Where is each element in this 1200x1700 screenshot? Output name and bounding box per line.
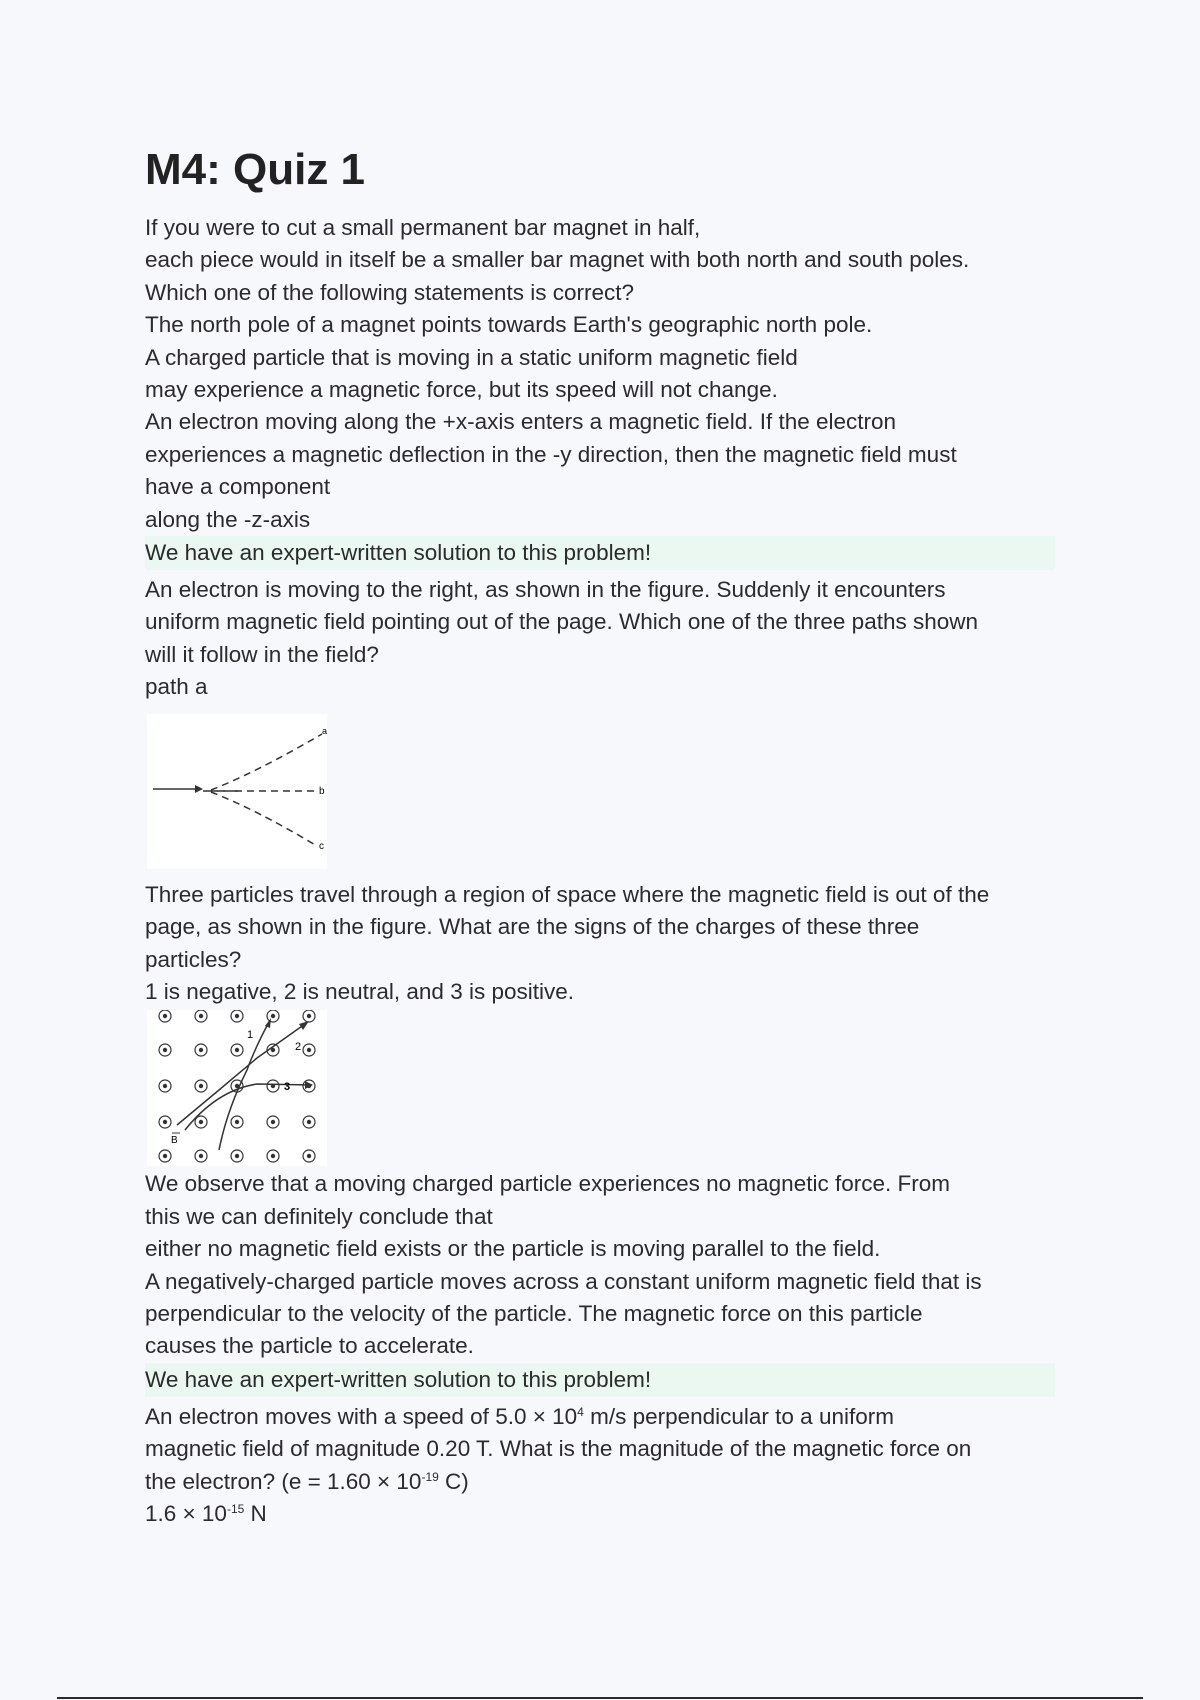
path-a-line <box>211 734 322 790</box>
text-span: 1.6 × 10 <box>145 1500 227 1526</box>
field-dot-center <box>199 1085 202 1088</box>
answer-line <box>145 1498 1060 1530</box>
field-dot-center <box>235 1121 238 1124</box>
field-dot-center <box>235 1049 238 1052</box>
text-line: Three particles travel through a region of space where the magnetic field is out of the <box>145 881 990 907</box>
expert-solution-banner[interactable]: We have an expert-written solution to this problem! <box>145 536 1055 570</box>
track-2-arrow-icon <box>299 1021 309 1030</box>
field-dot-center <box>163 1121 166 1124</box>
field-dot-center <box>307 1155 310 1158</box>
text-line: each piece would in itself be a smaller bar magnet with both north and south poles. <box>145 247 970 273</box>
path-a-label: a <box>322 725 327 736</box>
text-line: An electron is moving to the right, as shown in the figure. Suddenly it encounters <box>145 577 946 603</box>
text-line: along the -z-axis <box>145 506 311 532</box>
text-line: this we can definitely conclude that <box>145 1203 493 1229</box>
question-block-5 <box>145 1401 1060 1531</box>
exponent: 4 <box>577 1404 584 1419</box>
text-line: path a <box>145 674 208 700</box>
text-span: N <box>244 1500 267 1526</box>
field-dot-center <box>199 1015 202 1018</box>
path-c-label: c <box>319 840 324 852</box>
field-dot-center <box>307 1121 310 1124</box>
field-dot-center <box>271 1155 274 1158</box>
text-line: An electron moving along the +x-axis enters a magnetic field. If the electron <box>145 409 897 435</box>
field-dot-center <box>235 1085 238 1088</box>
field-dot-center <box>163 1155 166 1158</box>
text-line: We observe that a moving charged particle experiences no magnetic force. From <box>145 1171 950 1197</box>
field-dot-center <box>163 1015 166 1018</box>
field-dot-center <box>199 1121 202 1124</box>
path-b-label: b <box>319 785 325 797</box>
question-block-4 <box>145 1168 1060 1362</box>
text-span: m/s perpendicular to a uniform <box>583 1403 894 1429</box>
track-2-label: 2 <box>295 1041 302 1054</box>
exponent: -19 <box>421 1469 439 1484</box>
path-c-line <box>211 792 317 846</box>
text-span: the electron? (e = 1.60 × 10 <box>145 1468 422 1494</box>
field-dot-center <box>271 1049 274 1052</box>
text-line: perpendicular to the velocity of the particle. The magnetic force on this particle <box>145 1300 923 1326</box>
question-block-1 <box>145 212 1060 536</box>
text-line <box>145 1466 1060 1498</box>
text-line: The north pole of a magnet points towards Earth's geographic north pole. <box>145 312 873 338</box>
text-line: uniform magnetic field pointing out of the page. Which one of the three paths shown <box>145 609 979 635</box>
text-line: have a component <box>145 474 331 500</box>
track-1-label: 1 <box>247 1029 254 1042</box>
text-span: An electron moves with a speed of 5.0 × 10 <box>145 1403 578 1429</box>
text-line: experiences a magnetic deflection in the -y direction, then the magnetic field must <box>145 441 957 467</box>
question-block-2 <box>145 574 1060 704</box>
text-line: If you were to cut a small permanent bar magnet in half, <box>145 215 701 240</box>
text-line: will it follow in the field? <box>145 641 379 667</box>
field-dot-center <box>271 1015 274 1018</box>
field-dot-center <box>199 1049 202 1052</box>
text-line: 1 is negative, 2 is neutral, and 3 is positive. <box>145 978 574 1004</box>
track-2-line <box>177 1024 305 1125</box>
field-label: B <box>171 1135 178 1147</box>
document-body <box>145 140 1060 1530</box>
field-dot-center <box>163 1049 166 1052</box>
page-title: M4: Quiz 1 <box>145 145 366 194</box>
text-line: may experience a magnetic force, but its speed will not change. <box>145 377 778 403</box>
track-3-label: 3 <box>284 1081 291 1094</box>
field-dot-center <box>235 1155 238 1158</box>
field-dot-center <box>307 1049 310 1052</box>
text-line <box>145 1401 1060 1433</box>
electron-paths-figure <box>147 714 327 869</box>
text-line: particles? <box>145 946 242 972</box>
field-dot-center <box>271 1121 274 1124</box>
bottom-divider <box>57 1697 1143 1699</box>
field-dot-center <box>235 1015 238 1018</box>
text-line: Which one of the following statements is correct? <box>145 279 634 305</box>
particle-tracks-figure <box>147 1010 327 1166</box>
text-line: page, as shown in the figure. What are the signs of the charges of these three <box>145 914 920 940</box>
question-block-3 <box>145 879 1060 1009</box>
text-span: C) <box>438 1468 469 1494</box>
expert-solution-banner[interactable]: We have an expert-written solution to this problem! <box>145 1363 1055 1397</box>
text-line: magnetic field of magnitude 0.20 T. What is the magnitude of the magnetic force on <box>145 1436 972 1462</box>
text-line: A charged particle that is moving in a static uniform magnetic field <box>145 344 798 370</box>
track-1-line <box>219 1022 269 1150</box>
field-dot-center <box>199 1155 202 1158</box>
text-line: causes the particle to accelerate. <box>145 1333 474 1359</box>
exponent: -15 <box>226 1501 245 1516</box>
field-dot-center <box>163 1085 166 1088</box>
text-line: A negatively-charged particle moves across a constant uniform magnetic field that is <box>145 1268 982 1294</box>
text-line: either no magnetic field exists or the particle is moving parallel to the field. <box>145 1236 881 1262</box>
arrow-head-icon <box>195 785 203 793</box>
field-dot-center <box>307 1015 310 1018</box>
